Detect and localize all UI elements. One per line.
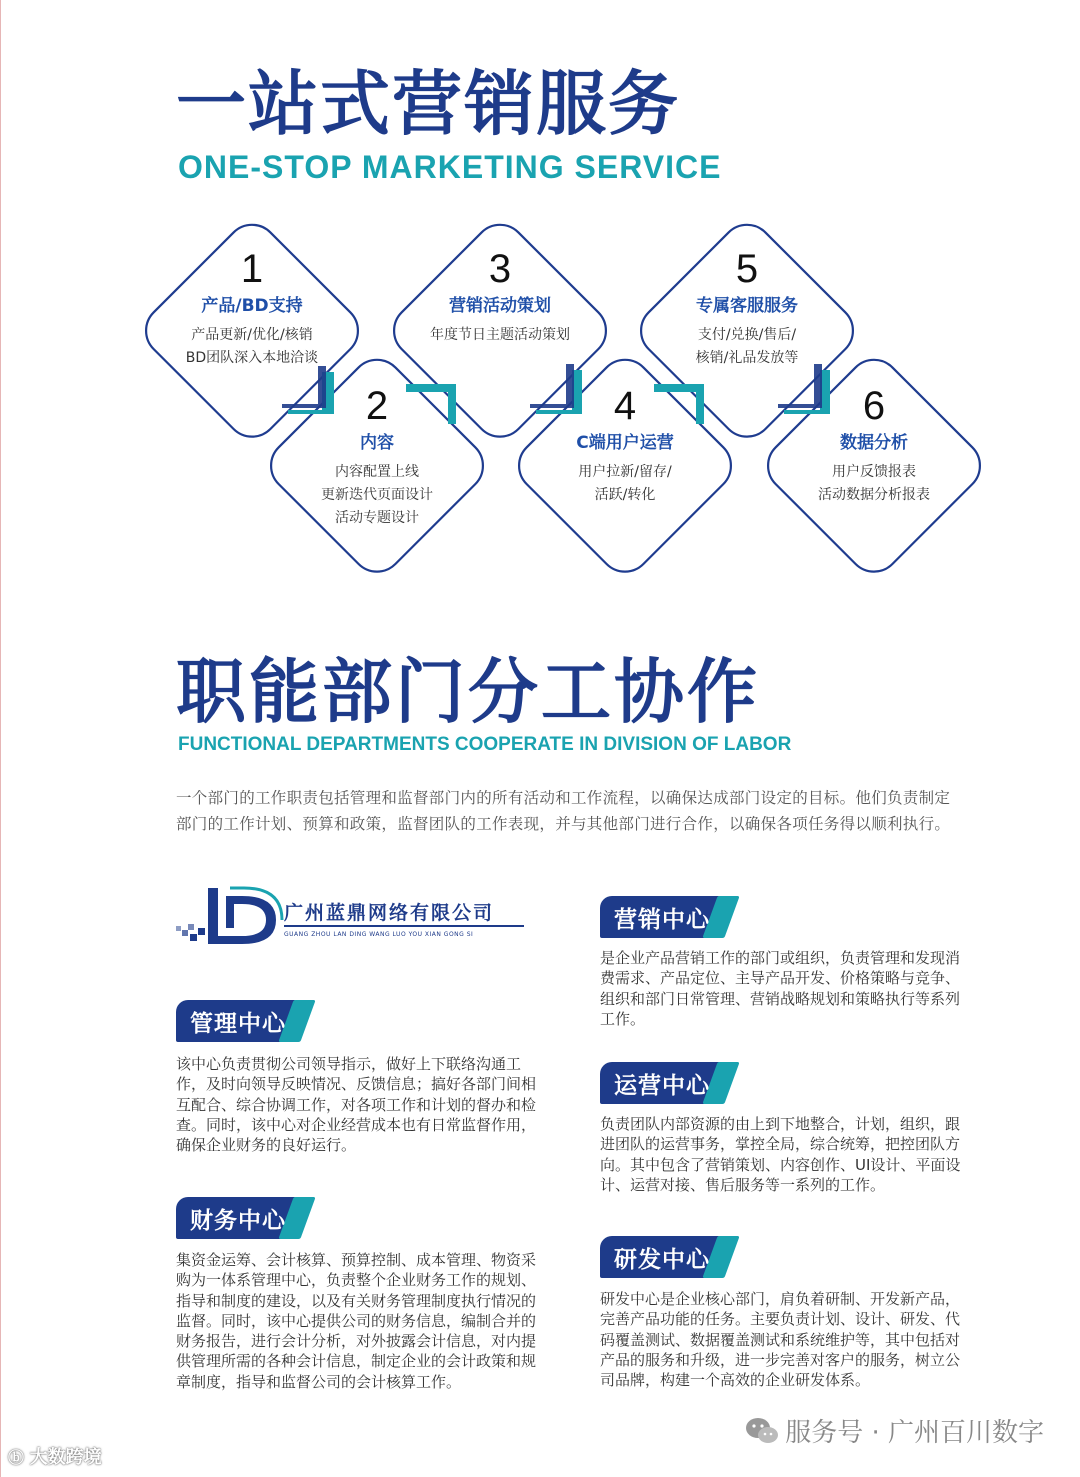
service-desc: 内容配置上线 更新迭代页面设计 活动专题设计 (321, 464, 433, 526)
service-number: 6 (862, 384, 886, 428)
service-title: 营销活动策划 (449, 296, 551, 316)
dept-header-management (176, 1000, 308, 1042)
dept-label: 财务中心 (190, 1208, 286, 1234)
service-title: 内容 (360, 433, 394, 453)
dept-label: 运营中心 (614, 1073, 710, 1099)
service-desc: 产品更新/优化/核销 BD团队深入本地洽谈 (185, 327, 319, 366)
dept-text-management: 该中心负责贯彻公司领导指示，做好上下联络沟通工作，及时向领导反映情况、反馈信息；搞好各部门间相互配合、综合协调工作，对各项工作和计划的督办和检查。同时，该中心对企业经营成本也有日常监督作用，确保企业财务的良好运行。 (176, 1055, 537, 1155)
page-title: 一站式营销服务 (176, 63, 680, 145)
logo-underline (284, 925, 524, 927)
service-item-1 (142, 246, 362, 370)
service-item-6 (764, 383, 984, 507)
service-number: 2 (365, 384, 389, 428)
dept-text-rnd: 研发中心是企业核心部门，肩负着研制、开发新产品，完善产品功能的任务。主要负责计划、设计、研发、代码覆盖测试、数据覆盖测试和系统维护等，其中包括对产品的服务和升级，进一步完善对客户的服务，树立公司品牌，构建一个高效的企业研发体系。 (600, 1290, 961, 1390)
service-item-4 (515, 383, 735, 507)
service-title: 数据分析 (840, 433, 908, 453)
dept-text-finance: 集资金运筹、会计核算、预算控制、成本管理、物资采购为一体系管理中心，负责整个企业财务工作的规划、指导和制度的建设，以及有关财务管理制度执行情况的监督。同时，该中心提供公司的财务信息，编制合并的财务报告，进行会计分析，对外披露会计信息，对内提供管理所需的各种会计信息，制定企业的会计政策和规章制度，指导和监督公司的会计核算工作。 (176, 1251, 537, 1391)
dept-text-operations: 负责团队内部资源的由上到下地整合，计划，组织，跟进团队的运营事务，掌控全局，综合统筹，把控团队方向。其中包含了营销策划、内容创作、UI设计、平面设计、运营对接、售后服务等一系列的工作。 (600, 1115, 961, 1194)
dept-header-rnd (600, 1236, 732, 1278)
company-pinyin: GUANG ZHOU LAN DING WANG LUO YOU XIAN GONG SI (284, 931, 474, 938)
dept-label: 管理中心 (190, 1011, 286, 1037)
service-number: 3 (488, 247, 512, 291)
service-number: 5 (735, 247, 759, 291)
corner-brand-text: 大数跨境 (29, 1447, 102, 1468)
service-title: C端用户运营 (576, 433, 674, 453)
service-number: 4 (613, 384, 637, 428)
service-item-3 (390, 246, 610, 347)
dept-header-finance (176, 1197, 308, 1239)
service-title: 专属客服服务 (696, 296, 798, 316)
dept-header-operations (600, 1062, 732, 1104)
ld-logo-icon (176, 884, 284, 954)
service-number: 1 (240, 247, 264, 291)
dept-label: 研发中心 (614, 1247, 710, 1273)
account-watermark (745, 1412, 1044, 1449)
page-subtitle: ONE-STOP MARKETING SERVICE (178, 149, 722, 185)
service-desc: 用户反馈报表 活动数据分析报表 (818, 464, 930, 503)
brand-icon: ⓑ (8, 1448, 30, 1467)
dept-text-marketing: 是企业产品营销工作的部门或组织，负责管理和发现消费需求、产品定位、主导产品开发、价格策略与竞争、组织和部门日常管理、营销战略规划和策略执行等系列工作。 (600, 949, 961, 1028)
service-title: 产品/BD支持 (201, 296, 303, 316)
dept-label: 营销中心 (614, 907, 710, 933)
section-subtitle: FUNCTIONAL DEPARTMENTS COOPERATE IN DIVISION OF LABOR (178, 734, 792, 755)
service-item-2 (267, 383, 487, 530)
service-desc: 用户拉新/留存/ 活跃/转化 (578, 464, 672, 503)
service-desc: 支付/兑换/售后/ 核销/礼品发放等 (695, 327, 799, 366)
company-name: 广州蓝鼎网络有限公司 (284, 902, 495, 924)
section-intro: 一个部门的工作职责包括管理和监督部门内的所有活动和工作流程，以确保达成部门设定的目标。他们负责制定部门的工作计划、预算和政策，监督团队的工作表现，并与其他部门进行合作，以确保各项任务得以顺利执行。 (176, 789, 951, 833)
watermark-text: 服务号 · 广州百川数字 (785, 1418, 1044, 1448)
service-item-5 (637, 246, 857, 370)
section-title: 职能部门分工协作 (176, 651, 760, 733)
corner-brand-mark (8, 1443, 102, 1469)
service-desc: 年度节日主题活动策划 (430, 327, 570, 343)
dept-header-marketing (600, 896, 732, 938)
wechat-icon (745, 1417, 779, 1445)
company-logo (176, 884, 536, 954)
